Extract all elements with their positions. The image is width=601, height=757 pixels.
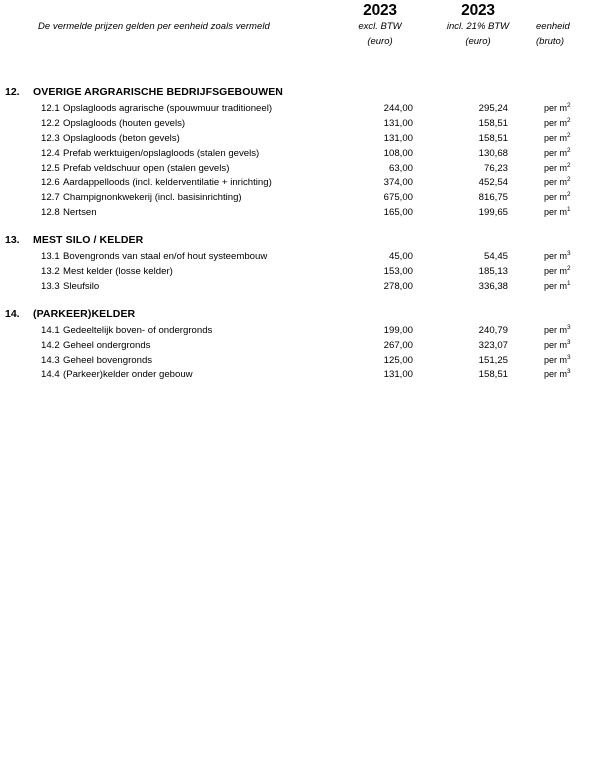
row-label: Aardappelloods (incl. kelderventilatie + inrichting) <box>63 177 272 189</box>
row-unit: per $m^3$ <box>544 250 571 262</box>
row-price-excl-btw: 199,00 <box>383 324 413 336</box>
row-number: 14.1 <box>41 324 60 336</box>
row-label: Bovengronds van staal en/of hout systeembouw <box>63 251 268 263</box>
row-label: Opslagloods (beton gevels) <box>63 132 180 144</box>
section-heading-row <box>0 234 601 251</box>
row-number: 14.3 <box>41 354 60 366</box>
row-number: 12.7 <box>41 192 60 204</box>
table-row <box>0 148 601 163</box>
row-price-incl-btw: 452,54 <box>478 177 508 189</box>
table-row <box>0 163 601 178</box>
table-row <box>0 192 601 207</box>
row-unit: per $m^3$ <box>544 338 571 350</box>
row-number: 14.2 <box>41 339 60 351</box>
row-unit-exponent: 2 <box>567 131 571 139</box>
row-unit: per $m^1$ <box>544 279 571 291</box>
row-unit-exponent: 1 <box>567 206 571 214</box>
row-unit: per $m^2$ <box>544 116 571 128</box>
row-price-incl-btw: 323,07 <box>478 339 508 351</box>
row-unit: per $m^1$ <box>544 206 571 218</box>
row-price-excl-btw: 108,00 <box>383 147 413 159</box>
row-unit-exponent: 2 <box>567 176 571 184</box>
row-unit-exponent: 2 <box>567 146 571 154</box>
row-price-incl-btw: 185,13 <box>478 266 508 278</box>
table-row <box>0 133 601 148</box>
row-price-incl-btw: 76,23 <box>483 162 508 174</box>
table-row <box>0 355 601 370</box>
price-notice-caption: De vermelde prijzen gelden per eenheid zoals vermeld <box>38 21 270 32</box>
section-spacer <box>0 222 601 234</box>
row-unit: per $m^2$ <box>544 146 571 158</box>
column-header-subtitle: excl. BTW <box>358 21 402 32</box>
table-row <box>0 369 601 384</box>
row-number: 12.1 <box>41 103 60 114</box>
row-unit-exponent: 3 <box>567 353 571 361</box>
row-price-excl-btw: 153,00 <box>383 266 413 278</box>
section-title: MEST SILO / KELDER <box>33 234 144 247</box>
section-heading-row <box>0 308 601 325</box>
row-label: Mest kelder (losse kelder) <box>63 266 173 278</box>
row-unit: per $m^2$ <box>544 191 571 203</box>
row-price-incl-btw: 158,51 <box>478 117 508 129</box>
row-unit-exponent: 2 <box>567 191 571 199</box>
row-number: 12.3 <box>41 132 60 144</box>
section-number: 14. <box>5 307 20 320</box>
row-price-excl-btw: 45,00 <box>388 251 413 263</box>
row-unit: per $m^2$ <box>544 176 571 188</box>
table-row <box>0 325 601 340</box>
row-price-excl-btw: 267,00 <box>383 339 413 351</box>
row-price-incl-btw: 158,51 <box>478 369 508 381</box>
column-header-currency: (euro) <box>367 36 393 47</box>
row-price-excl-btw: 125,00 <box>383 354 413 366</box>
table-header <box>0 0 601 70</box>
table-row <box>0 251 601 266</box>
row-unit-exponent: 2 <box>567 116 571 124</box>
row-label: Opslagloods (houten gevels) <box>63 117 186 129</box>
row-unit: per $m^2$ <box>544 102 571 113</box>
section-spacer <box>0 296 601 308</box>
row-price-incl-btw: 54,45 <box>483 251 508 263</box>
row-label: Nertsen <box>63 207 97 219</box>
row-price-excl-btw: 63,00 <box>388 162 413 174</box>
row-unit-exponent: 3 <box>567 338 571 346</box>
table-row <box>0 177 601 192</box>
row-price-excl-btw: 244,00 <box>383 103 413 114</box>
table-row <box>0 103 601 118</box>
row-price-excl-btw: 131,00 <box>383 369 413 381</box>
row-unit-exponent: 2 <box>567 161 571 169</box>
row-number: 13.2 <box>41 266 60 278</box>
table-row <box>0 118 601 133</box>
table-row <box>0 281 601 296</box>
column-header-year: 2023 <box>363 2 397 19</box>
row-unit-exponent: 2 <box>567 102 571 109</box>
row-label: Opslagloods agrarische (spouwmuur traditioneel) <box>63 103 273 114</box>
row-price-incl-btw: 158,51 <box>478 132 508 144</box>
section-number: 13. <box>5 234 20 247</box>
row-number: 12.4 <box>41 147 60 159</box>
price-table <box>0 86 601 384</box>
row-number: 12.8 <box>41 207 60 219</box>
row-number: 13.1 <box>41 251 60 263</box>
row-unit: per $m^2$ <box>544 161 571 173</box>
row-label: Champignonkwekerij (incl. basisinrichting) <box>63 192 242 204</box>
row-number: 12.2 <box>41 117 60 129</box>
row-unit: per $m^2$ <box>544 265 571 277</box>
row-number: 13.3 <box>41 280 60 292</box>
row-number: 12.5 <box>41 162 60 174</box>
section-number: 12. <box>5 86 20 98</box>
column-header-currency: (euro) <box>465 36 491 47</box>
row-price-excl-btw: 675,00 <box>383 192 413 204</box>
row-number: 14.4 <box>41 369 60 381</box>
column-header-unit-type: (bruto) <box>536 36 564 47</box>
row-unit-exponent: 1 <box>567 279 571 287</box>
row-price-excl-btw: 374,00 <box>383 177 413 189</box>
row-label: Geheel bovengronds <box>63 354 153 366</box>
table-row <box>0 207 601 222</box>
column-header-excl-btw <box>344 2 416 49</box>
row-price-incl-btw: 295,24 <box>478 103 508 114</box>
row-unit-exponent: 3 <box>567 368 571 376</box>
row-unit: per $m^3$ <box>544 323 571 335</box>
section-heading-row <box>0 86 601 103</box>
row-label: Prefab veldschuur open (stalen gevels) <box>63 162 230 174</box>
row-price-incl-btw: 240,79 <box>478 324 508 336</box>
section-title: OVERIGE ARGRARISCHE BEDRIJFSGEBOUWEN <box>33 86 283 98</box>
row-price-excl-btw: 278,00 <box>383 280 413 292</box>
row-label: Gedeeltelijk boven- of ondergronds <box>63 324 213 336</box>
row-label: Sleufsilo <box>63 280 100 292</box>
row-price-excl-btw: 131,00 <box>383 132 413 144</box>
row-price-incl-btw: 816,75 <box>478 192 508 204</box>
row-unit-exponent: 2 <box>567 265 571 273</box>
table-row <box>0 340 601 355</box>
row-label: Prefab werktuigen/opslagloods (stalen gevels) <box>63 147 260 159</box>
column-header-subtitle: incl. 21% BTW <box>446 21 510 32</box>
column-header-incl-btw <box>428 2 528 49</box>
column-header-subtitle: eenheid <box>536 21 570 32</box>
row-unit: per $m^2$ <box>544 131 571 143</box>
table-row <box>0 266 601 281</box>
row-price-incl-btw: 151,25 <box>478 354 508 366</box>
row-unit: per $m^3$ <box>544 368 571 380</box>
row-price-incl-btw: 199,65 <box>478 207 508 219</box>
row-label: (Parkeer)kelder onder gebouw <box>63 369 193 381</box>
row-price-excl-btw: 165,00 <box>383 207 413 219</box>
row-unit-exponent: 3 <box>567 250 571 258</box>
row-price-incl-btw: 130,68 <box>478 147 508 159</box>
column-header-year: 2023 <box>461 2 495 19</box>
row-unit-exponent: 3 <box>567 323 571 331</box>
row-unit: per $m^3$ <box>544 353 571 365</box>
section-title: (PARKEER)KELDER <box>33 307 136 320</box>
row-label: Geheel ondergronds <box>63 339 151 351</box>
row-price-excl-btw: 131,00 <box>383 117 413 129</box>
row-price-incl-btw: 336,38 <box>478 280 508 292</box>
row-number: 12.6 <box>41 177 60 189</box>
column-header-unit <box>536 19 598 49</box>
